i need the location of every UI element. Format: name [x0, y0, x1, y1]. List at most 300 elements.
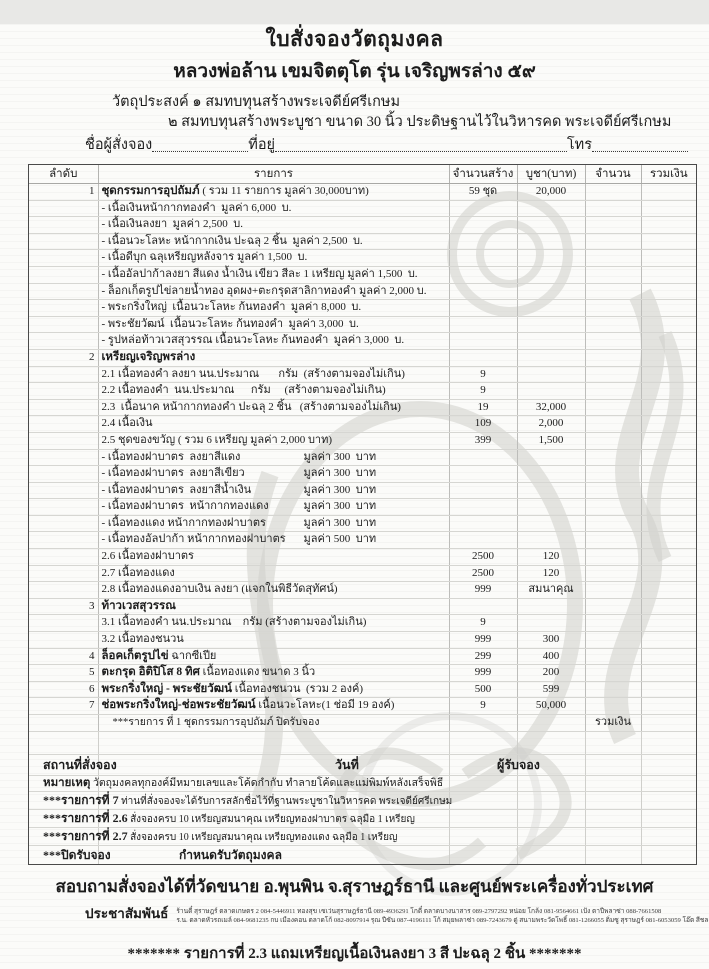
table-row: [29, 648, 696, 665]
qty-ordered-cell: [585, 217, 641, 234]
price-cell: [517, 715, 585, 732]
qty-made-cell: 999: [449, 632, 517, 649]
purpose-line-1: วัตถุประสงค์ ๑ สมทบทุนสร้างพระเจดีย์ศรีเกษม: [112, 94, 401, 110]
price-cell: [517, 482, 585, 499]
price-cell: 20,000: [517, 184, 585, 201]
total-cell: [641, 184, 696, 201]
qty-made-cell: [449, 316, 517, 333]
total-cell: [641, 283, 696, 300]
qty-ordered-cell: [585, 598, 641, 615]
price-cell: 50,000: [517, 698, 585, 715]
row-index: [29, 449, 98, 466]
item-title: ล็อคเก็ตรูปไข่: [101, 649, 169, 662]
qty-ordered-cell: [585, 582, 641, 599]
total-cell: [641, 449, 696, 466]
price-cell: [517, 499, 585, 516]
qty-ordered-cell: [585, 283, 641, 300]
row-description: [98, 233, 449, 250]
qty-made-cell: [449, 283, 517, 300]
item-value: มูลค่า 500 บาท: [303, 533, 377, 546]
total-cell: [641, 432, 696, 449]
item-value: มูลค่า 300 บาท: [303, 450, 377, 463]
row-index: 5: [29, 665, 98, 682]
table-row: [29, 266, 696, 283]
price-cell: 2,000: [517, 416, 585, 433]
total-cell: [641, 200, 696, 217]
receiver-label: ผู้รับจอง: [497, 757, 540, 772]
qty-ordered-cell: [585, 184, 641, 201]
item-text: 2.7 เนื้อทองแดง: [101, 566, 175, 579]
table-header-row: [29, 165, 696, 184]
row-description: [98, 349, 449, 366]
order-table: [28, 164, 697, 865]
note-item-2-6: [29, 810, 696, 828]
item-text: 3.1 เนื้อทองคำ นน.ประมาณ กรัม (สร้างตามจองไม่เกิน): [101, 616, 367, 629]
qty-made-cell: 109: [449, 416, 517, 433]
total-cell: [641, 582, 696, 599]
qty-made-cell: [449, 715, 517, 732]
qty-ordered-cell: [585, 200, 641, 217]
qty-made-cell: 500: [449, 681, 517, 698]
table-row: [29, 217, 696, 234]
qty-made-cell: 19: [449, 399, 517, 416]
row-description: [98, 549, 449, 566]
row-description: [98, 632, 449, 649]
remark-text: วัตถุมงคลทุกองค์มีหมายเลขและโค้ดกำกับ ทำลายโค้ดและแม่พิมพ์หลังเสร็จพิธี: [90, 777, 444, 789]
qty-ordered-cell: [585, 549, 641, 566]
row-description: [98, 532, 449, 549]
qty-made-cell: [449, 515, 517, 532]
address-label: ที่อยู่: [248, 137, 276, 153]
qty-made-cell: 299: [449, 648, 517, 665]
row-index: [29, 266, 98, 283]
qty-made-cell: [449, 449, 517, 466]
total-cell: [641, 598, 696, 615]
table-row: [29, 565, 696, 582]
qty-ordered-cell: [585, 383, 641, 400]
blank-row: [29, 732, 696, 755]
table-row: [29, 715, 696, 732]
item-text: ฉากซีเปีย: [168, 649, 217, 662]
remark-label: หมายเหตุ: [43, 776, 91, 789]
total-cell: [641, 316, 696, 333]
pr-label: ประชาสัมพันธ์: [85, 905, 169, 921]
item-title: ท้าวเวสสุวรรณ: [101, 599, 176, 612]
total-cell: [641, 399, 696, 416]
note-item-2-7: [29, 828, 696, 846]
column-header: ลำดับ: [29, 165, 98, 184]
orderer-info-line: [85, 134, 688, 156]
item-text: - เนื้อนวะโลหะ หน้ากากเงิน ปะฉลุ 2 ชิ้น มูลค่า 2,500 บ.: [101, 234, 363, 247]
qty-made-cell: [449, 499, 517, 516]
price-cell: 599: [517, 681, 585, 698]
row-index: 3: [29, 598, 98, 615]
item-text: - เนื้ออัลปาก้าลงยา สีแดง น้ำเงิน เขียว สีละ 1 เหรียญ มูลค่า 1,500 บ.: [101, 267, 418, 280]
date-label: วันที่: [335, 757, 359, 772]
row-index: [29, 715, 98, 732]
row-description: [98, 615, 449, 632]
row-description: [98, 316, 449, 333]
total-cell: [641, 466, 696, 483]
total-cell: [641, 300, 696, 317]
row-description: [98, 250, 449, 267]
item-text: - เนื้อดีบุก ฉลุเหรียญหลังจาร มูลค่า 1,500 บ.: [101, 251, 308, 264]
price-cell: [517, 266, 585, 283]
price-cell: 120: [517, 549, 585, 566]
orderer-name-blank: [152, 150, 248, 152]
table-row: [29, 200, 696, 217]
row-index: 7: [29, 698, 98, 715]
item-title: ตะกรุด อิติปิโส 8 ทิศ: [101, 666, 200, 679]
qty-ordered-cell: [585, 366, 641, 383]
row-index: [29, 283, 98, 300]
table-row: [29, 665, 696, 682]
row-index: [29, 200, 98, 217]
qty-ordered-cell: [585, 300, 641, 317]
table-row: [29, 366, 696, 383]
qty-made-cell: [449, 598, 517, 615]
total-cell: [641, 632, 696, 649]
total-cell: [641, 482, 696, 499]
price-cell: [517, 366, 585, 383]
qty-ordered-cell: [585, 416, 641, 433]
item-text: 2.5 ชุดของขวัญ ( รวม 6 เหรียญ มูลค่า 2,000 บาท): [101, 433, 333, 446]
price-cell: [517, 349, 585, 366]
total-cell: [641, 416, 696, 433]
table-row: [29, 681, 696, 698]
signature-row: [29, 755, 696, 776]
qty-made-cell: [449, 532, 517, 549]
item-text: 3.2 เนื้อทองชนวน: [101, 633, 184, 646]
row-description: [98, 432, 449, 449]
row-description: [98, 416, 449, 433]
total-cell: [641, 665, 696, 682]
total-cell: [641, 549, 696, 566]
qty-ordered-cell: [585, 432, 641, 449]
row-index: [29, 515, 98, 532]
qty-ordered-cell: [585, 499, 641, 516]
price-cell: [517, 333, 585, 350]
qty-made-cell: [449, 349, 517, 366]
table-row: [29, 383, 696, 400]
item-text: - เนื้อทองฝาบาตร ลงยาสีน้ำเงิน: [101, 483, 252, 496]
qty-ordered-cell: [585, 250, 641, 267]
item-text: ( รวม 11 รายการ มูลค่า 30,000บาท): [199, 185, 369, 197]
note-item-7-text: ท่านที่สั่งจองจะได้รับการสลักชื่อไว้ที่ฐานพระบูชาในวิหารคด พระเจดีย์ศรีเกษม: [118, 795, 453, 807]
table-row: [29, 250, 696, 267]
qty-made-cell: 9: [449, 615, 517, 632]
table-row: [29, 416, 696, 433]
notes-section: [29, 732, 696, 864]
price-cell: [517, 598, 585, 615]
note-item-2-7-text: สั่งจองครบ 10 เหรียญสมนาคุณ เหรียญทองแดง ฉลุมือ 1 เหรียญ: [127, 831, 398, 843]
qty-ordered-cell: [585, 349, 641, 366]
table-row: [29, 316, 696, 333]
row-description: [98, 449, 449, 466]
item-text: เนื้อนวะโลหะ(1 ช่อมี 19 องค์): [255, 699, 395, 712]
row-description: [98, 598, 449, 615]
row-index: [29, 233, 98, 250]
row-index: [29, 532, 98, 549]
item-text: 2.2 เนื้อทองคำ นน.ประมาณ กรัม (สร้างตามจองไม่เกิน): [101, 384, 386, 397]
row-description: [98, 266, 449, 283]
price-cell: สมนาคุณ: [517, 582, 585, 599]
price-cell: [517, 515, 585, 532]
row-description: [98, 300, 449, 317]
row-description: [98, 698, 449, 715]
qty-made-cell: 9: [449, 698, 517, 715]
row-description: [98, 366, 449, 383]
price-cell: 1,500: [517, 432, 585, 449]
qty-ordered-cell: [585, 466, 641, 483]
qty-ordered-cell: [585, 698, 641, 715]
qty-ordered-cell: [585, 532, 641, 549]
row-index: [29, 432, 98, 449]
table-row: [29, 482, 696, 499]
total-cell: [641, 715, 696, 732]
total-cell: [641, 615, 696, 632]
row-description: [98, 217, 449, 234]
row-description: [98, 715, 449, 732]
row-index: [29, 582, 98, 599]
total-cell: [641, 217, 696, 234]
row-description: [98, 665, 449, 682]
table-row: [29, 499, 696, 516]
table-row: [29, 283, 696, 300]
qty-ordered-cell: [585, 681, 641, 698]
price-cell: [517, 250, 585, 267]
qty-ordered-cell: [585, 632, 641, 649]
qty-made-cell: 999: [449, 665, 517, 682]
price-cell: [517, 200, 585, 217]
closing-date-label: ***ปิดรับจอง: [43, 847, 111, 862]
qty-made-cell: [449, 333, 517, 350]
total-cell: [641, 266, 696, 283]
note-item-2-6-text: สั่งจองครบ 10 เหรียญสมนาคุณ เหรียญทองฝาบาตร ฉลุมือ 1 เหรียญ: [127, 813, 415, 825]
total-cell: [641, 383, 696, 400]
table-row: [29, 632, 696, 649]
row-index: [29, 316, 98, 333]
total-cell: [641, 681, 696, 698]
qty-made-cell: [449, 233, 517, 250]
item-text: - พระชัยวัฒน์ เนื้อนวะโลหะ ก้นทองคำ มูลค่า 3,000 บ.: [101, 317, 359, 330]
qty-ordered-cell: [585, 333, 641, 350]
phone-blank: [592, 150, 688, 152]
row-description: [98, 333, 449, 350]
total-cell: [641, 515, 696, 532]
note-item-7: [29, 792, 696, 810]
table-row: [29, 582, 696, 599]
item-text: - เนื้อทองแดง หน้ากากทองฝาบาตร: [101, 516, 266, 529]
pr-contacts: [85, 905, 709, 925]
orderer-name-label: ชื่อผู้สั่งจอง: [85, 137, 153, 153]
order-place-label: สถานที่สั่งจอง: [43, 757, 117, 772]
item-value: มูลค่า 300 บาท: [303, 516, 377, 529]
row-index: [29, 466, 98, 483]
item-text: - ล็อกเก็ตรูปไข่ลายน้ำทอง อุดผง+ตะกรุดสาลิกาทองคำ มูลค่า 2,000 บ.: [101, 284, 427, 297]
note-item-7-label: ***รายการที่ 7: [43, 792, 119, 807]
item-value: มูลค่า 300 บาท: [303, 467, 377, 480]
price-cell: [517, 300, 585, 317]
price-cell: [517, 217, 585, 234]
qty-made-cell: [449, 266, 517, 283]
table-row: [29, 399, 696, 416]
total-cell: [641, 366, 696, 383]
table-row: [29, 300, 696, 317]
item-text: 2.1 เนื้อทองคำ ลงยา นน.ประมาณ กรัม (สร้างตามจองไม่เกิน): [101, 367, 405, 380]
qty-ordered-cell: รวมเงิน: [585, 715, 641, 732]
qty-ordered-cell: [585, 399, 641, 416]
qty-ordered-cell: [585, 665, 641, 682]
row-index: [29, 482, 98, 499]
item-text: 2.8 เนื้อทองแดงอาบเงิน ลงยา (แจกในพิธีวัดสุทัศน์): [101, 583, 338, 596]
item-text: 2.6 เนื้อทองฝาบาตร: [101, 550, 194, 563]
row-description: [98, 283, 449, 300]
total-cell: [641, 698, 696, 715]
item-title: พระกริ่งใหญ่ - พระชัยวัฒน์: [101, 682, 232, 695]
pr-line-2: ร.น. ตลาดหัวรถเมล์ 084-9681235 กบ เมืองคอน ตลาดโก้ 082-8097914 รุณ ปีซัน 087-4196111 โก้ สมุยพลาซ่า 089-7243679 ตู่ สนามพระวัดโพธิ์ 081-1266055 ติ่มซู สุราษฎร์ 081-6053059 โอ๊ต สีชล: [176, 916, 709, 924]
item-text: - เนื้อทองฝาบาตร หน้ากากทองแดง: [101, 500, 269, 513]
item-value: มูลค่า 300 บาท: [303, 483, 377, 496]
total-cell: [641, 333, 696, 350]
row-index: [29, 565, 98, 582]
row-index: 2: [29, 349, 98, 366]
item-title: ช่อพระกริ่งใหญ่-ช่อพระชัยวัฒน์: [101, 699, 256, 712]
qty-made-cell: [449, 200, 517, 217]
price-cell: [517, 615, 585, 632]
column-header: จำนวนสร้าง: [449, 165, 517, 184]
qty-made-cell: 399: [449, 432, 517, 449]
row-description: [98, 399, 449, 416]
row-index: [29, 300, 98, 317]
price-cell: 32,000: [517, 399, 585, 416]
row-description: [98, 383, 449, 400]
pr-lines: [176, 907, 708, 925]
column-header: รวมเงิน: [641, 165, 696, 184]
row-description: [98, 466, 449, 483]
qty-made-cell: 9: [449, 366, 517, 383]
row-index: [29, 615, 98, 632]
row-index: 4: [29, 648, 98, 665]
row-index: [29, 383, 98, 400]
table-row: [29, 615, 696, 632]
price-cell: 120: [517, 565, 585, 582]
item-text: 2.4 เนื้อเงิน: [101, 417, 153, 430]
row-description: [98, 515, 449, 532]
item-text: - รูปหล่อท้าวเวสสุวรรณ เนื้อนวะโลหะ ก้นทองคำ มูลค่า 3,000 บ.: [101, 334, 405, 347]
column-header: รายการ: [98, 165, 449, 184]
qty-made-cell: 59 ชุด: [449, 184, 517, 201]
note-item-2-6-label: ***รายการที่ 2.6: [43, 810, 128, 825]
row-index: [29, 549, 98, 566]
price-cell: [517, 532, 585, 549]
price-cell: [517, 449, 585, 466]
item-value: มูลค่า 300 บาท: [303, 500, 377, 513]
form-title: ใบสั่งจองวัตถุมงคล: [265, 27, 444, 51]
price-cell: [517, 316, 585, 333]
price-cell: [517, 383, 585, 400]
qty-ordered-cell: [585, 449, 641, 466]
item-text: - เนื้อเงินลงยา มูลค่า 2,500 บ.: [101, 218, 243, 231]
row-index: 1: [29, 184, 98, 201]
item-text: เนื้อทองชนวน (รวม 2 องค์): [231, 682, 363, 695]
item-text: เนื้อทองแดง ขนาด 3 นิ้ว: [199, 666, 316, 679]
table-row: [29, 432, 696, 449]
qty-made-cell: [449, 466, 517, 483]
item-text: - เนื้อทองฝาบาตร ลงยาสีเขียว: [101, 467, 245, 480]
scanned-order-form: [0, 24, 709, 969]
price-cell: [517, 233, 585, 250]
form-subtitle: หลวงพ่อล้าน เขมจิตตุโต รุ่น เจริญพรล่าง ๕๙: [173, 61, 536, 82]
table-row: [29, 333, 696, 350]
purpose-line-2: ๒ สมทบทุนสร้างพระบูชา ขนาด 30 นิ้ว ประดิษฐานไว้ในวิหารคด พระเจดีย์ศรีเกษม: [168, 114, 672, 130]
price-cell: 200: [517, 665, 585, 682]
qty-ordered-cell: [585, 316, 641, 333]
phone-label: โทร: [566, 137, 592, 153]
qty-ordered-cell: [585, 565, 641, 582]
row-index: [29, 366, 98, 383]
qty-made-cell: [449, 482, 517, 499]
row-index: [29, 250, 98, 267]
table-row: [29, 515, 696, 532]
item-title: เหรียญเจริญพรล่าง: [101, 350, 196, 363]
row-description: [98, 200, 449, 217]
pr-line-1: ร้านตี๋ สุราษฎร์ ตลาดเกษตร 2 084-5446911 ทองสุข เซเว่นสุราษฎร์ธานี 089-4936291 โกตี๋ ตลาดบางนาสาร 089-2797292 หน่อย โกล้ง 081-9564661 เป้ง ตาปีพลาซ่า 088-7661508: [176, 907, 662, 915]
promo-line: ******* รายการที่ 2.3 แถมเหรียญเนื้อเงินลงยา 3 สี ปะฉลุ 2 ชิ้น *******: [127, 945, 582, 962]
row-index: [29, 399, 98, 416]
total-cell: [641, 349, 696, 366]
qty-ordered-cell: [585, 233, 641, 250]
table-row: [29, 598, 696, 615]
qty-made-cell: [449, 217, 517, 234]
item-text: - เนื้อเงินหน้ากากทองคำ มูลค่า 6,000 บ.: [101, 201, 292, 214]
total-cell: [641, 532, 696, 549]
row-index: [29, 333, 98, 350]
qty-ordered-cell: [585, 482, 641, 499]
qty-made-cell: 999: [449, 582, 517, 599]
total-cell: [641, 565, 696, 582]
row-description: [98, 184, 449, 201]
total-cell: [641, 499, 696, 516]
pickup-schedule-label: กำหนดรับวัตถุมงคล: [179, 847, 282, 862]
item-text: - เนื้อทองอัลปาก้า หน้ากากทองฝาบาตร: [101, 533, 286, 546]
item-title: ชุดกรรมการอุปถัมภ์: [101, 185, 200, 197]
closing-row: [29, 846, 696, 864]
total-cell: [641, 250, 696, 267]
address-blank: [275, 150, 567, 152]
qty-ordered-cell: [585, 515, 641, 532]
qty-made-cell: [449, 300, 517, 317]
price-cell: [517, 283, 585, 300]
row-description: [98, 582, 449, 599]
qty-ordered-cell: [585, 615, 641, 632]
table-row: [29, 449, 696, 466]
table-row: [29, 466, 696, 483]
item-text: - พระกริ่งใหญ่ เนื้อนวะโลหะ ก้นทองคำ มูลค่า 8,000 บ.: [101, 301, 362, 314]
table-row: [29, 233, 696, 250]
price-cell: 300: [517, 632, 585, 649]
table-row: [29, 532, 696, 549]
column-header: บูชา(บาท): [517, 165, 585, 184]
inquiry-line: สอบถามสั่งจองได้ที่วัดขนาย อ.พุนพิน จ.สุราษฎร์ธานี และศูนย์พระเครื่องทั่วประเทศ: [55, 876, 654, 896]
price-cell: 400: [517, 648, 585, 665]
table-row: [29, 349, 696, 366]
table-row: [29, 184, 696, 201]
qty-ordered-cell: [585, 266, 641, 283]
remark-row: [29, 776, 696, 792]
price-cell: [517, 466, 585, 483]
row-description: [98, 681, 449, 698]
